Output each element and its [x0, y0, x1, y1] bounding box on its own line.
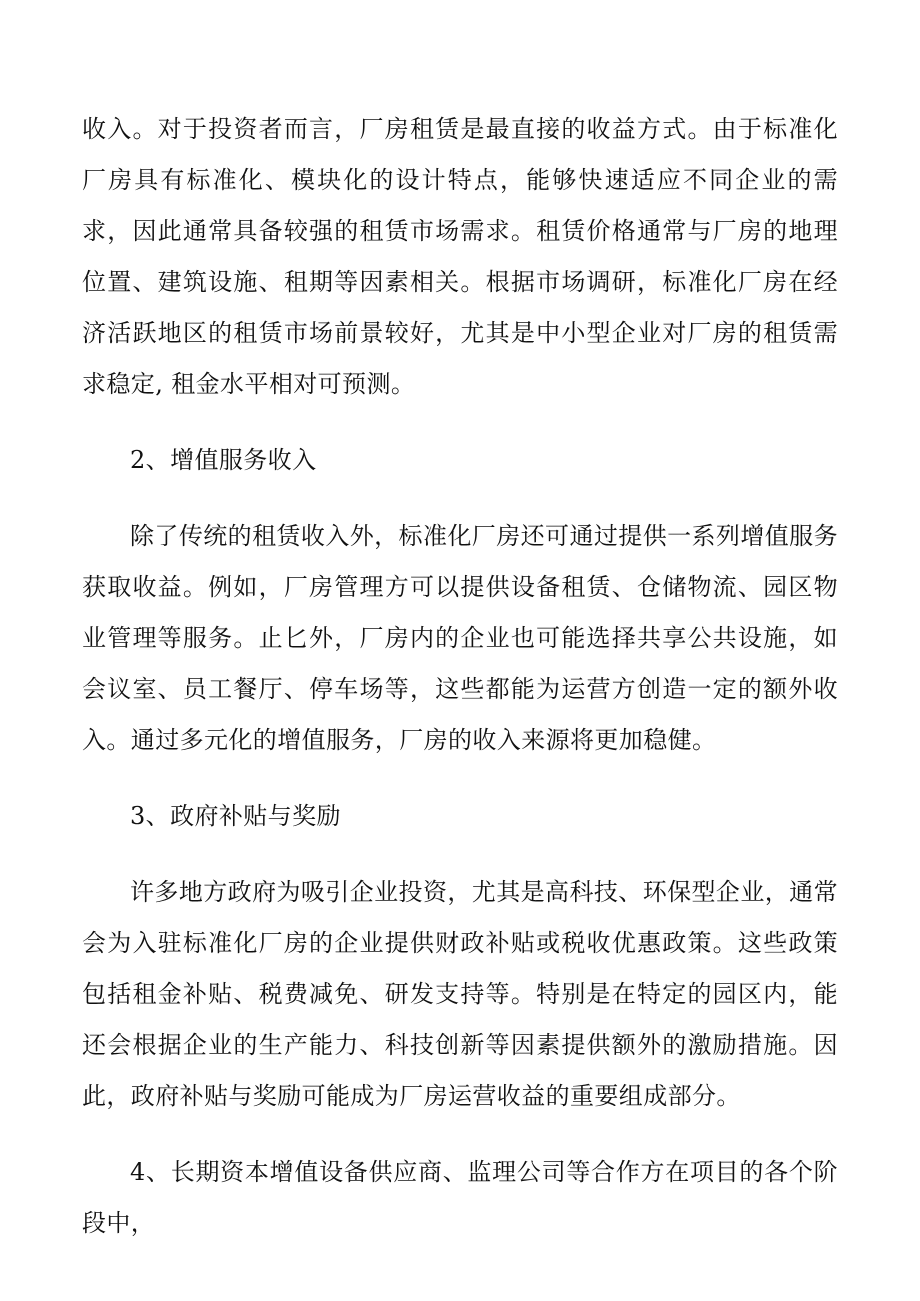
paragraph-government-subsidy: 许多地方政府为吸引企业投资，尤其是高科技、环保型企业，通常会为入驻标准化厂房的企业提供财政补贴或税收优惠政策。这些政策包括租金补贴、税费减免、研发支持等。特别是在特定的园区内，能还会根据企业的生产能力、科技创新等因素提供额外的激励措施。因此，政府补贴与奖励可能成为厂房运营收益的重要组成部分。: [82, 878, 838, 1110]
paragraph-value-added-services: 除了传统的租赁收入外，标准化厂房还可通过提供一系列增值服务获取收益。例如，厂房管理方可以提供设备租赁、仓储物流、园区物业管理等服务。止匕外，厂房内的企业也可能选择共享公共设施，如会议室、员工餐厅、停车场等，这些都能为运营方创造一定的额外收入。通过多元化的增值服务，厂房的收入来源将更加稳健。: [82, 522, 838, 754]
paragraph-spacer: [82, 1122, 838, 1147]
paragraph-spacer: [82, 842, 838, 867]
paragraph-spacer: [82, 486, 838, 511]
paragraph-rental-income: 收入。对于投资者而言，厂房租赁是最直接的收益方式。由于标准化厂房具有标准化、模块化的设计特点，能够快速适应不同企业的需求，因此通常具备较强的租赁市场需求。租赁价格通常与厂房的地理位置、建筑设施、租期等因素相关。根据市场调研，标准化厂房在经济活跃地区的租赁市场前景较好，尤其是中小型企业对厂房的租赁需求稳定, 租金水平相对可预测。: [82, 115, 838, 398]
paragraph-spacer: [82, 410, 838, 435]
paragraph-capital-appreciation: 4、长期资本增值设备供应商、监理公司等合作方在项目的各个阶段中，: [82, 1158, 838, 1237]
paragraph-spacer: [82, 766, 838, 791]
heading-value-added-services: 2、增值服务收入: [130, 446, 317, 474]
document-body: [82, 104, 838, 1249]
heading-government-subsidy: 3、政府补贴与奖励: [130, 802, 341, 830]
